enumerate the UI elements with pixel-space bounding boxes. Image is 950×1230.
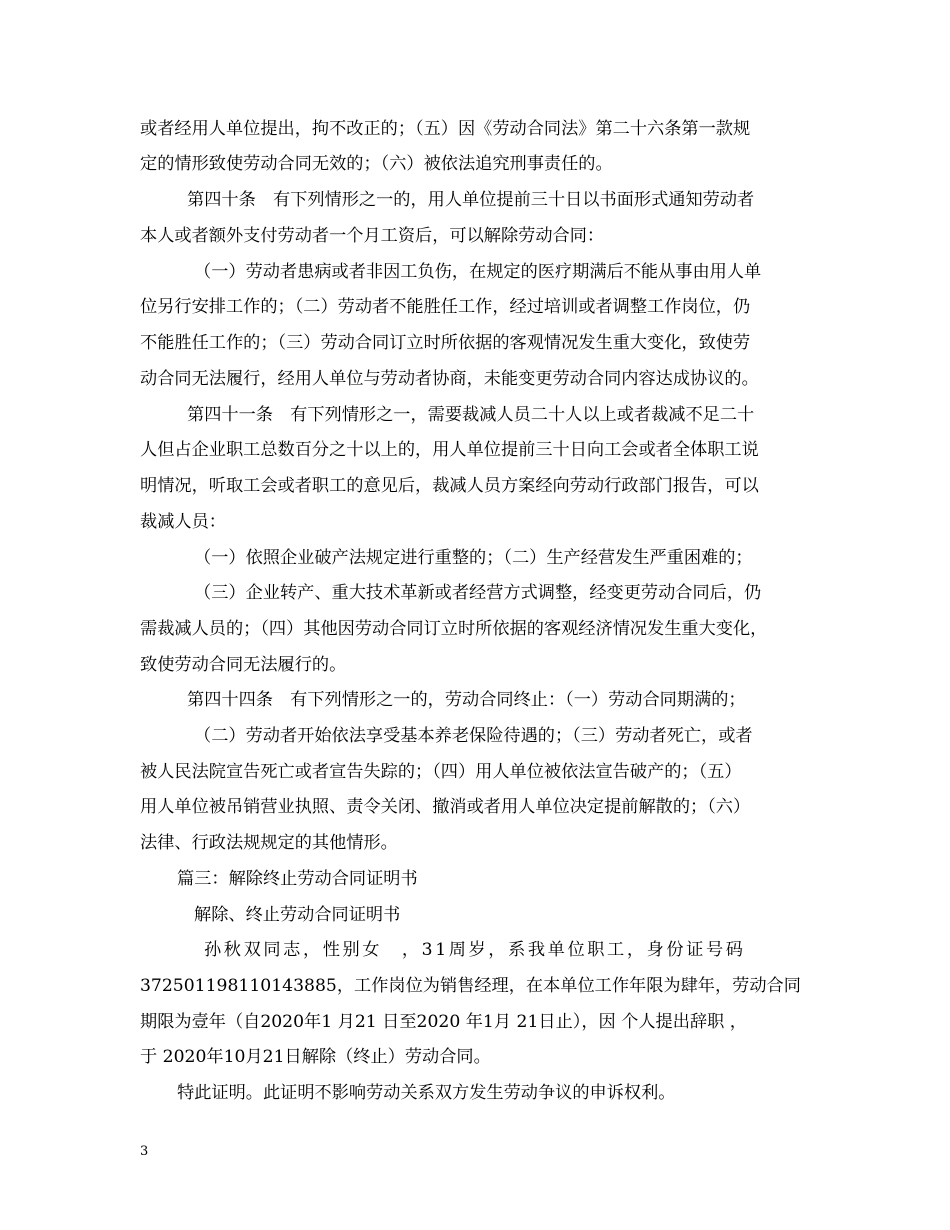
text-line: 孙秋双同志，性别女 ，31周岁，系我单位职工，身份证号码: [204, 940, 746, 960]
text-line: 本人或者额外支付劳动者一个月工资后，可以解除劳动合同：: [140, 226, 605, 246]
text-line: 需裁减人员的；（四）其他因劳动合同订立时所依据的客观经济情况发生重大变化，: [140, 619, 768, 639]
text-line: 人但占企业职工总数百分之十以上的，用人单位提前三十日向工会或者全体职工说: [140, 440, 759, 460]
text-line: 第四十条 有下列情形之一的，用人单位提前三十日以书面形式通知劳动者: [187, 190, 755, 210]
text-line: 法律、行政法规规定的其他情形。: [140, 833, 398, 853]
text-line: 明情况，听取工会或者职工的意见后，裁减人员方案经向劳动行政部门报告，可以: [140, 476, 759, 496]
text-line: 不能胜任工作的；（三）劳动合同订立时所依据的客观情况发生重大变化，致使劳: [140, 333, 751, 353]
text-line: 致使劳动合同无法履行的。: [140, 655, 347, 675]
text-line: 动合同无法履行，经用人单位与劳动者协商，未能变更劳动合同内容达成协议的。: [140, 369, 759, 389]
text-line: 用人单位被吊销营业执照、责令关闭、撤消或者用人单位决定提前解散的；（六）: [140, 797, 751, 817]
text-line: （一）依照企业破产法规定进行重整的；（二）生产经营发生严重困难的；: [194, 548, 753, 568]
text-line: 定的情形致使劳动合同无效的；（六）被依法追究刑事责任的。: [140, 154, 613, 174]
text-line: 期限为壹年（自2020年1 月21 日至2020 年1月 21日止），因 个人提出辞职 ，: [140, 1012, 747, 1032]
text-line: 被人民法院宣告死亡或者宣告失踪的；（四）用人单位被依法宣告破产的；（五）: [140, 762, 742, 782]
text-line: （一）劳动者患病或者非因工负伤，在规定的医疗期满后不能从事由用人单: [194, 262, 762, 282]
text-line: 37250119811014388​5，工作岗位为销售经理，在本单位工作年限为肆年，劳动合同: [140, 976, 801, 996]
certificate-title: 解除、终止劳动合同证明书: [194, 905, 401, 925]
text-line: 特此证明。此证明不影响劳动关系双方发生劳动争议的申诉权利。: [177, 1083, 676, 1103]
text-line: 第四十四条 有下列情形之一的，劳动合同终止：（一）劳动合同期满的；: [187, 690, 746, 710]
text-line: （三）企业转产、重大技术革新或者经营方式调整，经变更劳动合同后，仍: [194, 583, 762, 603]
text-line: （二）劳动者开始依法享受基本养老保险待遇的；（三）劳动者死亡，或者: [194, 726, 753, 746]
text-line: 位另行安排工作的；（二）劳动者不能胜任工作，经过培训或者调整工作岗位，仍: [140, 297, 751, 317]
text-line: 或者经用人单位提出，拘不改正的；（五）因《劳动合同法》第二十六条第一款规: [140, 119, 751, 139]
section-heading: 篇三：解除终止劳动合同证明书: [177, 869, 418, 889]
page-number: 3: [140, 1144, 149, 1159]
text-line: 第四十一条 有下列情形之一，需要裁减人员二十人以上或者裁减不足二十: [187, 405, 755, 425]
text-line: 于 2020年10月21日解除（终止）劳动合同。: [140, 1047, 491, 1067]
text-line: 裁减人员：: [140, 512, 226, 532]
